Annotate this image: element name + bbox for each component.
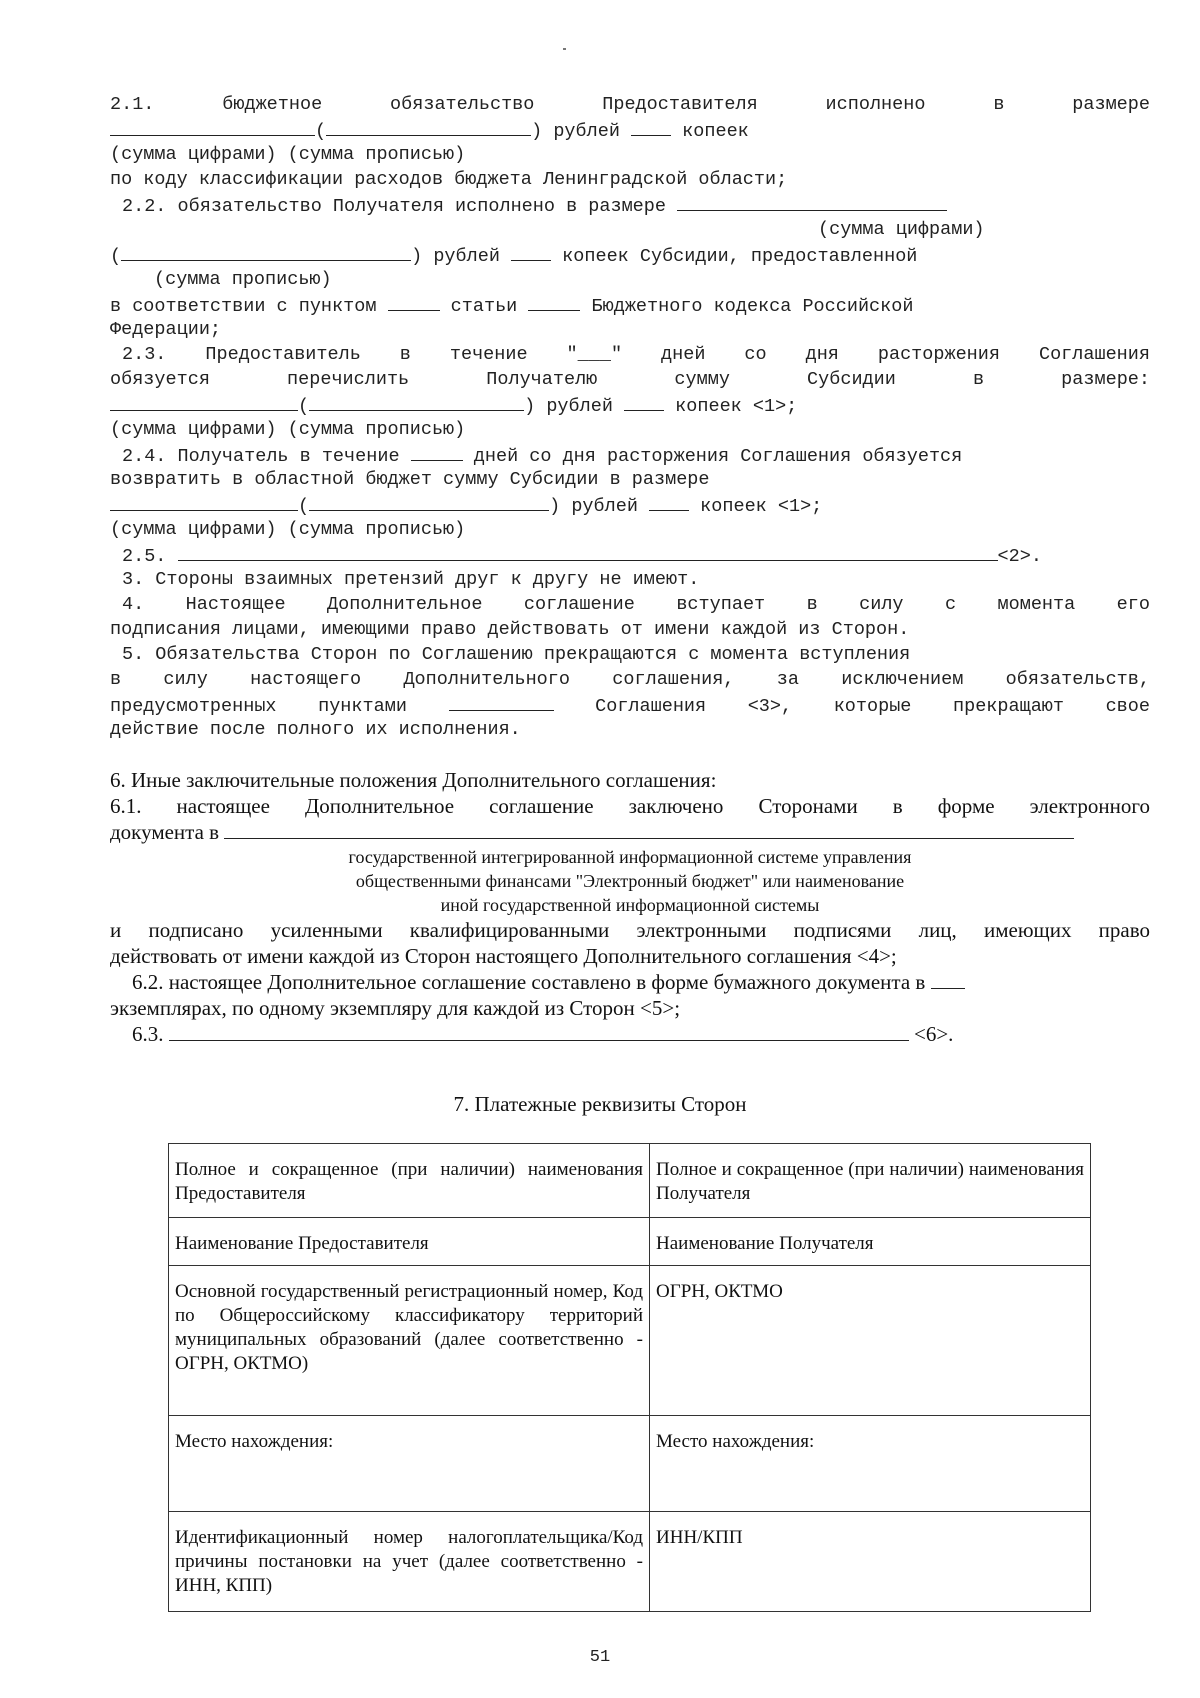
clause-2-3-line-3: ( ) рублей копеек <1>; [110, 392, 1150, 417]
recipient-location-cell: Место нахождения: [650, 1416, 1091, 1512]
serif-block [110, 767, 1150, 1047]
section-6-heading: 6. Иные заключительные положения Дополнительного соглашения: [110, 768, 717, 792]
blank-field [649, 492, 689, 511]
clause-2-2-line-1: 2.2. обязательство Получателя исполнено в размере [110, 192, 1150, 217]
recipient-name-cell: Наименование Получателя [650, 1218, 1091, 1266]
provider-full-name-cell: Полное и сокращенное (при наличии) наименования Предоставителя [169, 1144, 650, 1218]
caption-line: (сумма цифрами) (сумма прописью) [110, 519, 466, 540]
blank-field [411, 442, 463, 461]
clause-2-4-line-2: возвратить в областной бюджет сумму Субсидии в размере [110, 469, 710, 490]
caption-line: государственной интегрированной информационной системе управления [348, 847, 912, 867]
page-number: 51 [589, 1648, 611, 1667]
monospace-block [110, 92, 1150, 742]
blank-field [677, 192, 947, 211]
caption-line: иной государственной информационной системы [440, 895, 820, 915]
caption-line: общественными финансами "Электронный бюджет" или наименование [355, 871, 905, 891]
provider-ogrn-cell: Основной государственный регистрационный номер, Код по Общероссийскому классификатору территорий муниципальных образований (далее соответственно - ОГРН, ОКТМО) [169, 1266, 650, 1416]
provider-location-cell: Место нахождения: [169, 1416, 650, 1512]
caption-line: (сумма прописью) [154, 269, 332, 290]
provider-name-cell: Наименование Предоставителя [169, 1218, 650, 1266]
clause-4-line-2: подписания лицами, имеющими право действовать от имени каждой из Сторон. [110, 619, 910, 640]
blank-field [528, 292, 580, 311]
clause-2-4-line-3: ( ) рублей копеек <1>; [110, 492, 1150, 517]
blank-field [121, 242, 411, 261]
clause-6-2-line-2: экземплярах, по одному экземпляру для каждой из Сторон <5>; [110, 996, 681, 1020]
clause-6-1-line-4: действовать от имени каждой из Сторон настоящего Дополнительного соглашения <4>; [110, 944, 897, 968]
clause-2-1-line-2: ( ) рублей копеек [110, 117, 1150, 142]
blank-field [449, 692, 554, 711]
blank-field [309, 492, 549, 511]
blank-field [110, 117, 315, 136]
clause-5-line-2: в силу настоящего Дополнительного соглашения, за исключением обязательств, [110, 669, 1150, 690]
blank-field [326, 117, 531, 136]
table-row [169, 1512, 1091, 1612]
caption-line: (сумма цифрами) (сумма прописью) [110, 144, 466, 165]
payment-details-table [168, 1143, 1091, 1612]
blank-field [631, 117, 671, 136]
table-row [169, 1218, 1091, 1266]
clause-5-line-3: предусмотренных пунктами Соглашения <3>, которые прекращают свое [110, 692, 1150, 717]
caption-line: (сумма цифрами) [818, 219, 985, 240]
table-row [169, 1416, 1091, 1512]
clause-6-2-line-1: 6.2. настоящее Дополнительное соглашение составлено в форме бумажного документа в [110, 969, 1150, 995]
clause-6-1-line-2: документа в [110, 819, 1150, 845]
clause-2-2-line-5: в соответствии с пунктом статьи Бюджетного кодекса Российской [110, 292, 1150, 317]
table-row [169, 1266, 1091, 1416]
clause-2-5: 2.5. <2>. [110, 542, 1150, 567]
scan-speck [563, 48, 566, 50]
blank-field [511, 242, 551, 261]
clause-2-2-line-6: Федерации; [110, 319, 222, 340]
clause-3: 3. Стороны взаимных претензий друг к другу не имеют. [122, 569, 700, 590]
clause-2-3-line-2: обязуется перечислить Получателю сумму Субсидии в размере: [110, 369, 1150, 390]
recipient-full-name-cell: Полное и сокращенное (при наличии) наименования Получателя [650, 1144, 1091, 1218]
blank-field [224, 820, 1074, 839]
blank-field [624, 392, 664, 411]
blank-field [388, 292, 440, 311]
recipient-inn-cell: ИНН/КПП [650, 1512, 1091, 1612]
table-row [169, 1144, 1091, 1218]
clause-2-3-line-1: 2.3. Предоставитель в течение "___" дней со дня расторжения Соглашения [122, 344, 1150, 365]
clause-6-1-line-1: 6.1. настоящее Дополнительное соглашение заключено Сторонами в форме электронного [110, 794, 1150, 818]
clause-2-1-line-4: по коду классификации расходов бюджета Ленинградской области; [110, 169, 788, 190]
clause-6-1-line-3: и подписано усиленными квалифицированными электронными подписями лиц, имеющих право [110, 918, 1150, 942]
blank-field [110, 492, 298, 511]
clause-4-line-1: 4. Настоящее Дополнительное соглашение вступает в силу с момента его [122, 594, 1150, 615]
blank-field [169, 1022, 909, 1041]
blank-field [931, 970, 965, 989]
blank-field [110, 392, 298, 411]
provider-inn-cell: Идентификационный номер налогоплательщика/Код причины постановки на учет (далее соответственно - ИНН, КПП) [169, 1512, 650, 1612]
clause-2-2-line-3: ( ) рублей копеек Субсидии, предоставленной [110, 242, 1150, 267]
section-7-title: 7. Платежные реквизиты Сторон [453, 1092, 747, 1116]
clause-6-3: 6.3. <6>. [132, 1022, 954, 1046]
caption-line: (сумма цифрами) (сумма прописью) [110, 419, 466, 440]
clause-2-1-line-1: 2.1. бюджетное обязательство Предоставителя исполнено в размере [110, 94, 1150, 115]
clause-5-line-4: действие после полного их исполнения. [110, 719, 521, 740]
clause-2-4-line-1: 2.4. Получатель в течение дней со дня расторжения Соглашения обязуется [110, 442, 1150, 467]
clause-5-line-1: 5. Обязательства Сторон по Соглашению прекращаются с момента вступления [122, 644, 911, 665]
blank-field [309, 392, 524, 411]
recipient-ogrn-cell: ОГРН, ОКТМО [650, 1266, 1091, 1416]
blank-field [178, 542, 998, 561]
